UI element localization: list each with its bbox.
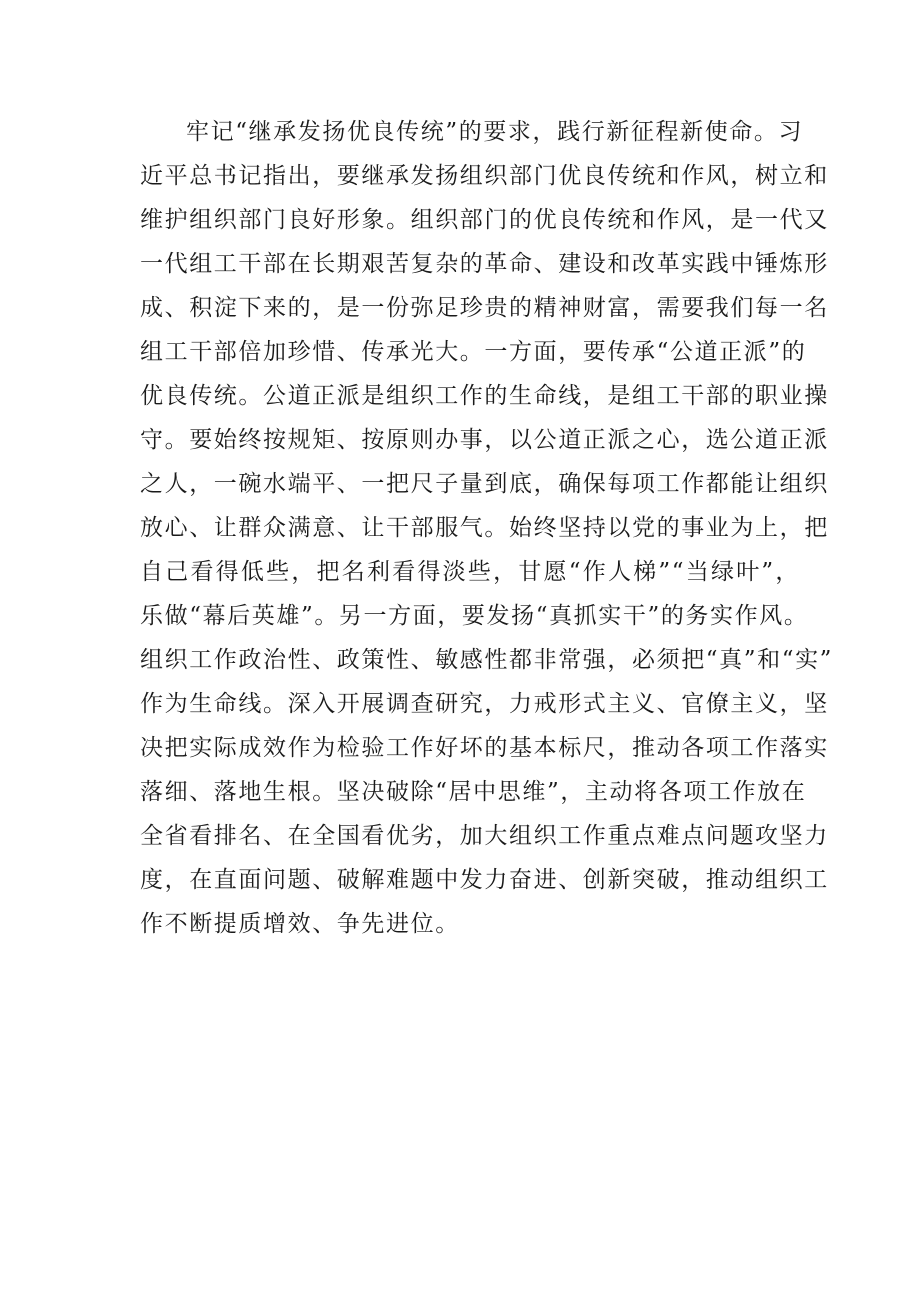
paragraph-line: 自己看得低些，把名利看得淡些，甘愿“作人梯”“当绿叶”，	[140, 559, 800, 585]
paragraph-line: 守。要始终按规矩、按原则办事，以公道正派之心，选公道正派	[140, 427, 829, 453]
paragraph-line: 作为生命线。深入开展调查研究，力戒形式主义、官僚主义，坚	[140, 691, 829, 717]
paragraph-line: 维护组织部门良好形象。组织部门的优良传统和作风，是一代又	[140, 207, 829, 233]
paragraph-line: 作不断提质增效、争先进位。	[140, 911, 460, 937]
paragraph-line: 一代组工干部在长期艰苦复杂的革命、建设和改革实践中锤炼形	[140, 251, 829, 277]
paragraph-line: 优良传统。公道正派是组织工作的生命线，是组工干部的职业操	[140, 383, 829, 409]
paragraph-line: 之人，一碗水端平、一把尺子量到底，确保每项工作都能让组织	[140, 471, 829, 497]
body-paragraph	[140, 110, 834, 946]
paragraph-line: 成、积淀下来的，是一份弥足珍贵的精神财富，需要我们每一名	[140, 295, 829, 321]
paragraph-line: 全省看排名、在全国看优劣，加大组织工作重点难点问题攻坚力	[140, 823, 829, 849]
paragraph-line: 乐做“幕后英雄”。另一方面，要发扬“真抓实干”的务实作风。	[140, 603, 809, 629]
paragraph-line: 牢记“继承发扬优良传统”的要求，践行新征程新使命。习	[186, 119, 804, 145]
paragraph-line: 组织工作政治性、政策性、敏感性都非常强，必须把“真”和“实”	[140, 647, 834, 673]
paragraph-line: 度，在直面问题、破解难题中发力奋进、创新突破，推动组织工	[140, 867, 829, 893]
paragraph-line: 决把实际成效作为检验工作好坏的基本标尺，推动各项工作落实	[140, 735, 829, 761]
paragraph-line: 落细、落地生根。坚决破除“居中思维”，主动将各项工作放在	[140, 779, 807, 805]
paragraph-line: 放心、让群众满意、让干部服气。始终坚持以党的事业为上，把	[140, 515, 829, 541]
paragraph-line: 近平总书记指出，要继承发扬组织部门优良传统和作风，树立和	[140, 163, 829, 189]
paragraph-line: 组工干部倍加珍惜、传承光大。一方面，要传承“公道正派”的	[140, 339, 807, 365]
